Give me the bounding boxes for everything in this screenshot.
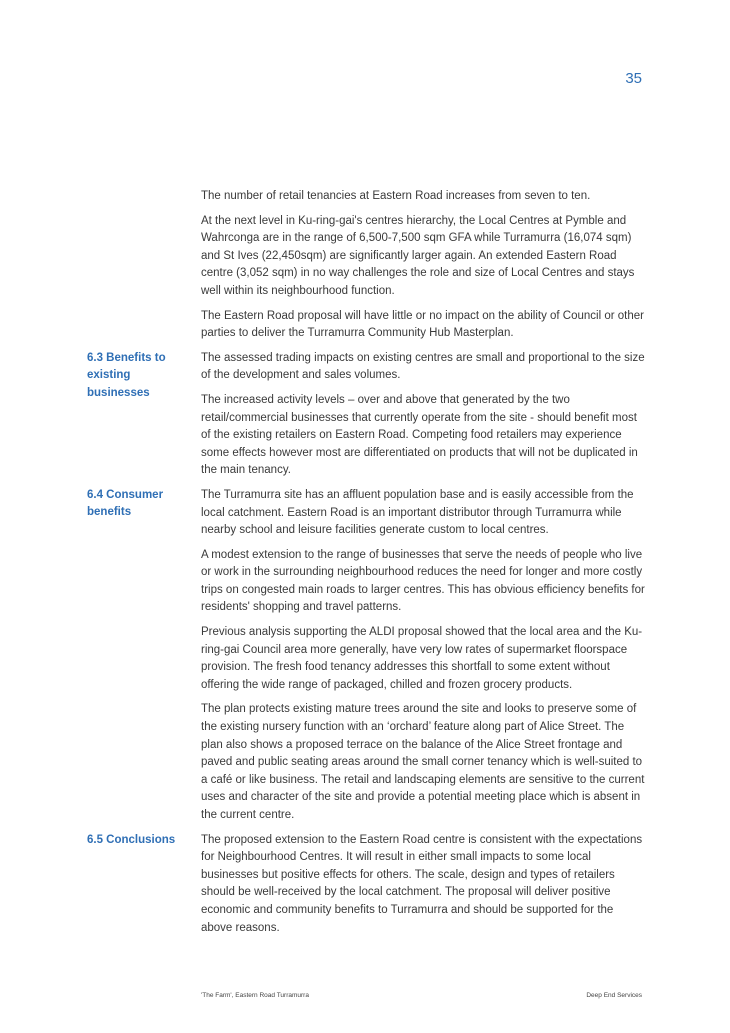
section-paragraph: The increased activity levels – over and above that generated by the two retail/commercial businesses that currently operate from the site - should benefit most of the existing retailers on Eastern Road. Competing food retailers may experience some effects however most are differentiated on products that will not be duplicated in the main tenancy. (201, 393, 638, 477)
section-6-5 (0, 832, 730, 938)
document-body (0, 188, 730, 944)
footer-organisation: Deep End Services (586, 992, 642, 999)
intro-paragraph: At the next level in Ku-ring-gai's centres hierarchy, the Local Centres at Pymble and Wahrconga are in the range of 6,500-7,500 sqm GFA while Turramurra (16,074 sqm) and St Ives (22,450sqm) are significantly larger again. An extended Eastern Road centre (3,052 sqm) in no way challenges the role and size of Local Centres and stays well within its neighbourhood function. (201, 214, 635, 297)
footer-document-title: 'The Farm', Eastern Road Turramurra (201, 992, 309, 999)
section-paragraph: The assessed trading impacts on existing centres are small and proportional to the size of the development and sales volumes. (201, 351, 645, 382)
intro-paragraph: The number of retail tenancies at Eastern Road increases from seven to ten. (201, 190, 591, 202)
section-6-5-text (201, 832, 646, 938)
intro-paragraph: The Eastern Road proposal will have little or no impact on the ability of Council or other parties to deliver the Turramurra Community Hub Masterplan. (201, 309, 644, 340)
section-6-3 (0, 350, 730, 480)
page-number: 35 (625, 70, 642, 87)
section-6-3-text (201, 350, 646, 480)
section-paragraph: Previous analysis supporting the ALDI proposal showed that the local area and the Ku-ring-gai Council area more generally, have very low rates of supermarket floorspace provision. The fresh food tenancy addresses this shortfall to some extent without offering the wide range of packaged, chilled and frozen grocery products. (201, 626, 643, 691)
section-6-4-text (201, 487, 646, 825)
section-paragraph: A modest extension to the range of businesses that serve the needs of people who live or work in the surrounding neighbourhood reduces the need for longer and more costly trips on congested main roads to larger centres. This has obvious efficiency benefits for residents' shopping and travel patterns. (201, 548, 645, 614)
section-heading-benefits-existing-businesses: 6.3 Benefits to existing businesses (87, 351, 166, 399)
section-heading-consumer-benefits: 6.4 Consumer benefits (87, 488, 164, 519)
intro-text (201, 188, 646, 343)
section-heading-conclusions: 6.5 Conclusions (87, 833, 176, 846)
section-paragraph: The Turramurra site has an affluent population base and is easily accessible from the local catchment. Eastern Road is an important distributor through Turramurra while nearby school and leisure facilities generate custom to local centres. (201, 488, 634, 537)
intro-section (0, 188, 730, 343)
section-paragraph: The proposed extension to the Eastern Road centre is consistent with the expectations for Neighbourhood Centres. It will result in either small impacts to some local businesses but positive effects for others. The scale, design and types of retailers should be well-received by the local catchment. The proposal will deliver positive economic and community benefits to Turramurra and should be supported for the above reasons. (201, 833, 643, 934)
section-paragraph: The plan protects existing mature trees around the site and looks to preserve some of the existing nursery function with an ‘orchard’ feature along part of Alice Street. The plan also shows a proposed terrace on the balance of the Alice Street frontage and paved and public seating areas around the small corner tenancy which is well-suited to a café or like business. The retail and landscaping elements are sensitive to the current uses and character of the site and provide a potential meeting place which is absent in the current centre. (201, 703, 645, 821)
section-6-4 (0, 487, 730, 825)
